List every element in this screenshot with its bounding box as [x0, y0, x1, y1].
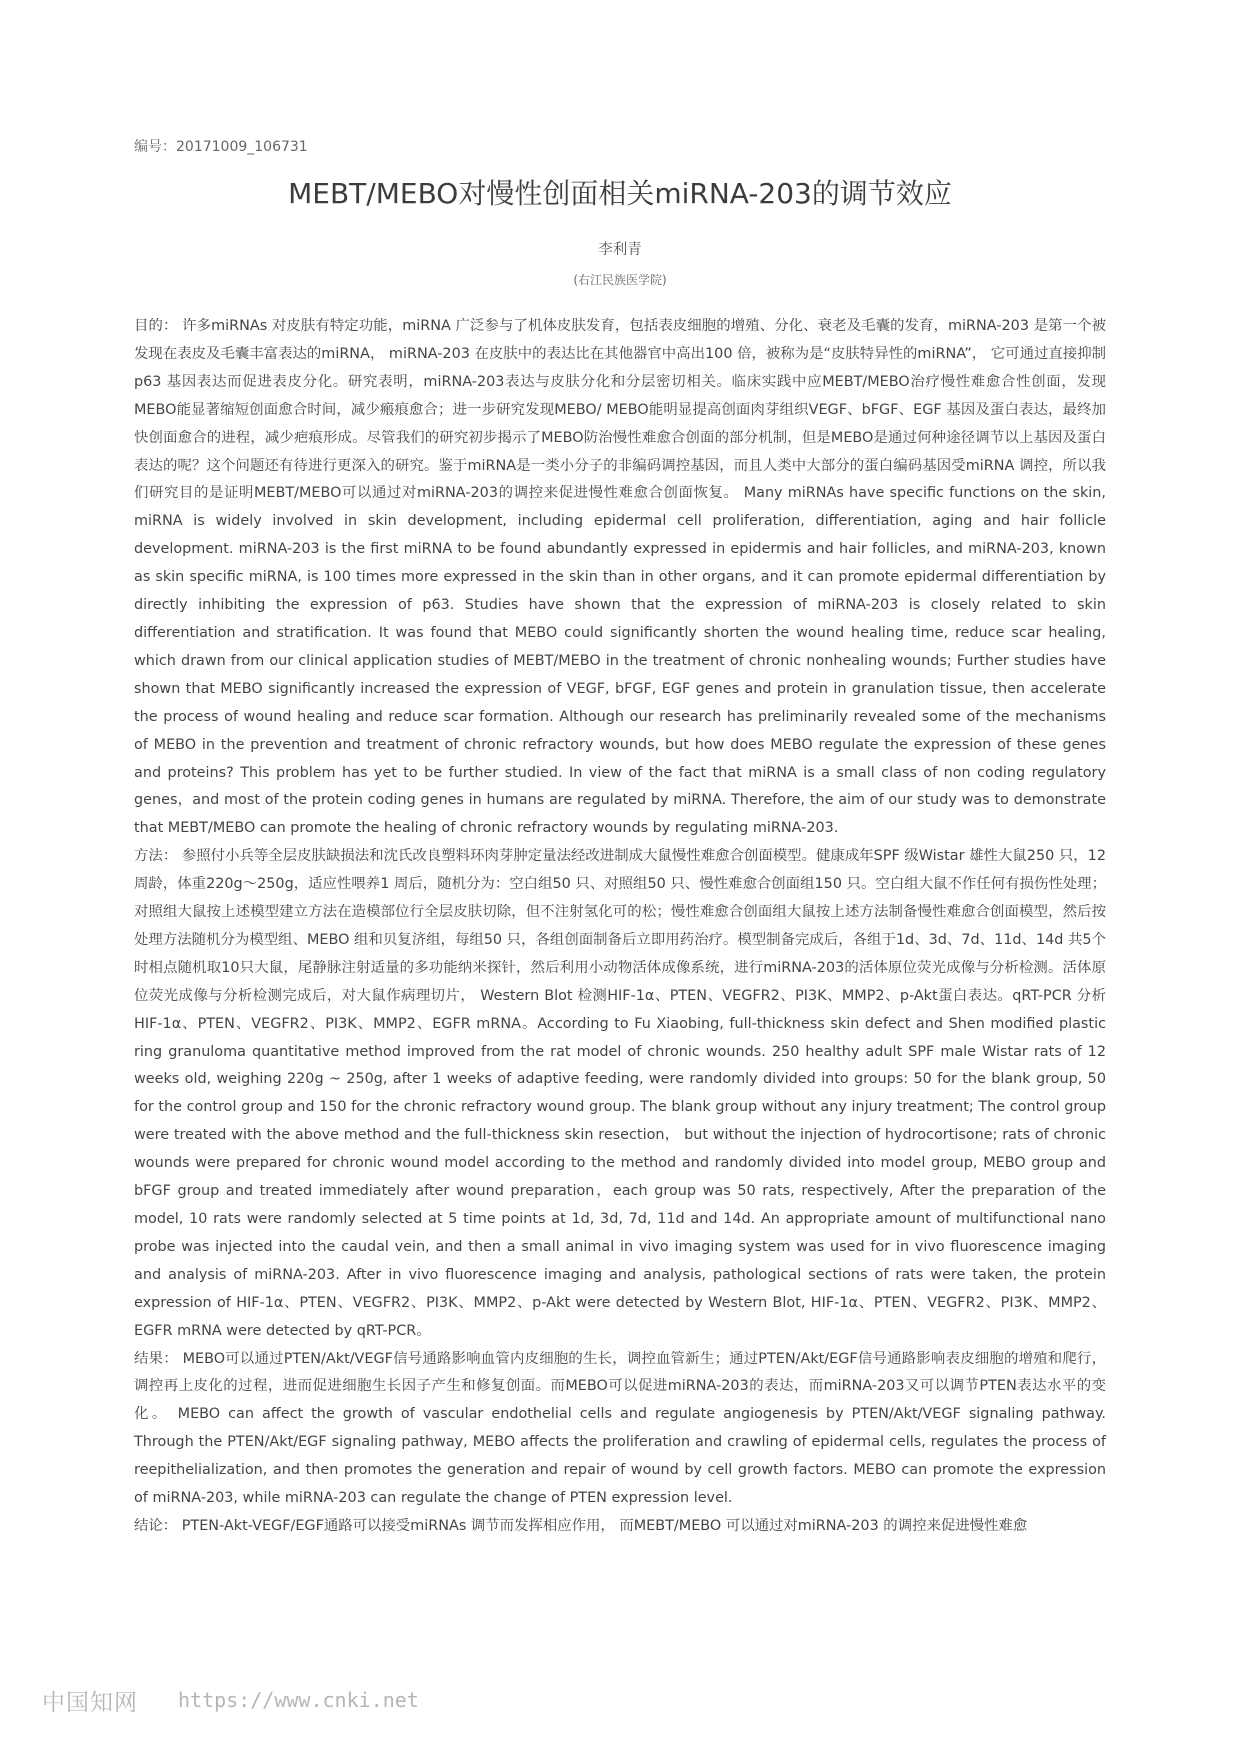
conclusion-paragraph: 结论： PTEN-Akt-VEGF/EGF通路可以接受miRNAs 调节而发挥相应作用， 而MEBT/MEBO 可以通过对miRNA-203 的调控来促进慢性难愈 [134, 1517, 1028, 1534]
objective-paragraph: 目的： 许多miRNAs 对皮肤有特定功能，miRNA 广泛参与了机体皮肤发育，包括表皮细胞的增殖、分化、衰老及毛囊的发育，miRNA-203 是第一个被发现在表皮及毛囊丰富表达的miRNA， miRNA-203 在皮肤中的表达比在其他器官中高出100 倍，被称为是“皮肤特异性的miRNA”， 它可通过直接抑制p63 基因表达而促进表皮分化。研究表明，miRNA-203表达与皮肤分化和分层密切相关。临床实践中应MEBT/MEBO治疗慢性难愈合性创面，发现MEBO能显著缩短创面愈合时间，减少瘢痕愈合；进一步研究发现MEBO/ MEBO能明显提高创面肉芽组织VEGF、bFGF、EGF 基因及蛋白表达，最终加快创面愈合的进程，减少疤痕形成。尽管我们的研究初步揭示了MEBO防治慢性难愈合创面的部分机制，但是MEBO是通过何种途径调节以上基因及蛋白表达的呢？这个问题还有待进行更深入的研究。鉴于miRNA是一类小分子的非编码调控基因，而且人类中大部分的蛋白编码基因受miRNA 调控，所以我们研究目的是证明MEBT/MEBO可以通过对miRNA-203的调控来促进慢性难愈合创面恢复。 Many miRNAs have specific functions on the skin, miRNA is widely involved in skin development, including epidermal cell proliferation, differentiation, aging and hair follicle development. miRNA-203 is the first miRNA to be found abundantly expressed in epidermis and hair follicles, and miRNA-203, known as skin specific miRNA, is 100 times more expressed in the skin than in other organs, and it can promote epidermal differentiation by directly inhibiting the expression of p63. Studies have shown that the expression of miRNA-203 is closely related to skin differentiation and stratification. It was found that MEBO could significantly shorten the wound healing time, reduce scar healing, which drawn from our clinical application studies of MEBT/MEBO in the treatment of chronic nonhealing wounds; Further studies have shown that MEBO significantly increased the expression of VEGF, bFGF, EGF genes and protein in granulation tissue, then accelerate the process of wound healing and reduce scar formation. Although our research has preliminarily revealed some of the mechanisms of MEBO in the prevention and treatment of chronic refractory wounds, but how does MEBO regulate the expression of these genes and proteins? This problem has yet to be further studied. In view of the fact that miRNA is a small class of non coding regulatory genes，and most of the protein coding genes in humans are regulated by miRNA. Therefore, the aim of our study was to demonstrate that MEBT/MEBO can promote the healing of chronic refractory wounds by regulating miRNA-203. [134, 318, 1107, 837]
results-paragraph: 结果： MEBO可以通过PTEN/Akt/VEGF信号通路影响血管内皮细胞的生长，调控血管新生；通过PTEN/Akt/EGF信号通路影响表皮细胞的增殖和爬行，调控再上皮化的过程，进而促进细胞生长因子产生和修复创面。而MEBO可以促进miRNA-203的表达，而miRNA-203又可以调节PTEN表达水平的变化。 MEBO can affect the growth of vascular endothelial cells and regulate angiogenesis by PTEN/Akt/VEGF signaling pathway. Through the PTEN/Akt/EGF signaling pathway, MEBO affects the proliferation and crawling of epidermal cells, regulates the process of reepithelialization, and then promotes the generation and repair of wound by cell growth factors. MEBO can promote the expression of miRNA-203, while miRNA-203 can regulate the change of PTEN expression level. [134, 1350, 1106, 1507]
cnki-watermark-brand: 中国知网 [42, 1690, 138, 1716]
abstract-body [134, 313, 1106, 1541]
serial-number: 编号：20171009_106731 [134, 139, 308, 155]
cnki-watermark-url: https://www.cnki.net [178, 1688, 419, 1712]
paper-title: MEBT/MEBO对慢性创面相关miRNA-203的调节效应 [288, 177, 952, 210]
author-name: 李利青 [598, 242, 642, 258]
author-affiliation: (右江民族医学院) [573, 273, 667, 287]
methods-paragraph: 方法： 参照付小兵等全层皮肤缺损法和沈氏改良塑料环肉芽肿定量法经改进制成大鼠慢性难愈合创面模型。健康成年SPF 级Wistar 雄性大鼠250 只，12 周龄，体重220g～250g，适应性喂养1 周后，随机分为：空白组50 只、对照组50 只、慢性难愈合创面组150 只。空白组大鼠不作任何有损伤性处理；对照组大鼠按上述模型建立方法在造模部位行全层皮肤切除，但不注射氢化可的松；慢性难愈合创面组大鼠按上述方法制备慢性难愈合创面模型，然后按处理方法随机分为模型组、MEBO 组和贝复济组，每组50 只，各组创面制备后立即用药治疗。模型制备完成后，各组于1d、3d、7d、11d、14d 共5个时相点随机取10只大鼠，尾静脉注射适量的多功能纳米探针，然后利用小动物活体成像系统，进行miRNA-203的活体原位荧光成像与分析检测。活体原位荧光成像与分析检测完成后，对大鼠作病理切片， Western Blot 检测HIF-1α、PTEN、VEGFR2、PI3K、MMP2、p-Akt蛋白表达。qRT-PCR 分析HIF-1α、PTEN、VEGFR2、PI3K、MMP2、EGFR mRNA。According to Fu Xiaobing, full-thickness skin defect and Shen modified plastic ring granuloma quantitative method improved from the rat model of chronic wounds. 250 healthy adult SPF male Wistar rats of 12 weeks old, weighing 220g ~ 250g, after 1 weeks of adaptive feeding, were randomly divided into groups: 50 for the blank group, 50 for the control group and 150 for the chronic refractory wound group. The blank group without any injury treatment; The control group were treated with the above method and the full-thickness skin resection， but without the injection of hydrocortisone; rats of chronic wounds were prepared for chronic wound model according to the method and randomly divided into model group, MEBO group and bFGF group and treated immediately after wound preparation，each group was 50 rats, respectively, After the preparation of the model, 10 rats were randomly selected at 5 time points at 1d, 3d, 7d, 11d and 14d. An appropriate amount of multifunctional nano probe was injected into the caudal vein, and then a small animal in vivo imaging system was used for in vivo fluorescence imaging and analysis of miRNA-203. After in vivo fluorescence imaging and analysis, pathological sections of rats were taken, the protein expression of HIF-1α、PTEN、VEGFR2、PI3K、MMP2、p-Akt were detected by Western Blot, HIF-1α、PTEN、VEGFR2、PI3K、MMP2、EGFR mRNA were detected by qRT-PCR。 [134, 848, 1106, 1339]
